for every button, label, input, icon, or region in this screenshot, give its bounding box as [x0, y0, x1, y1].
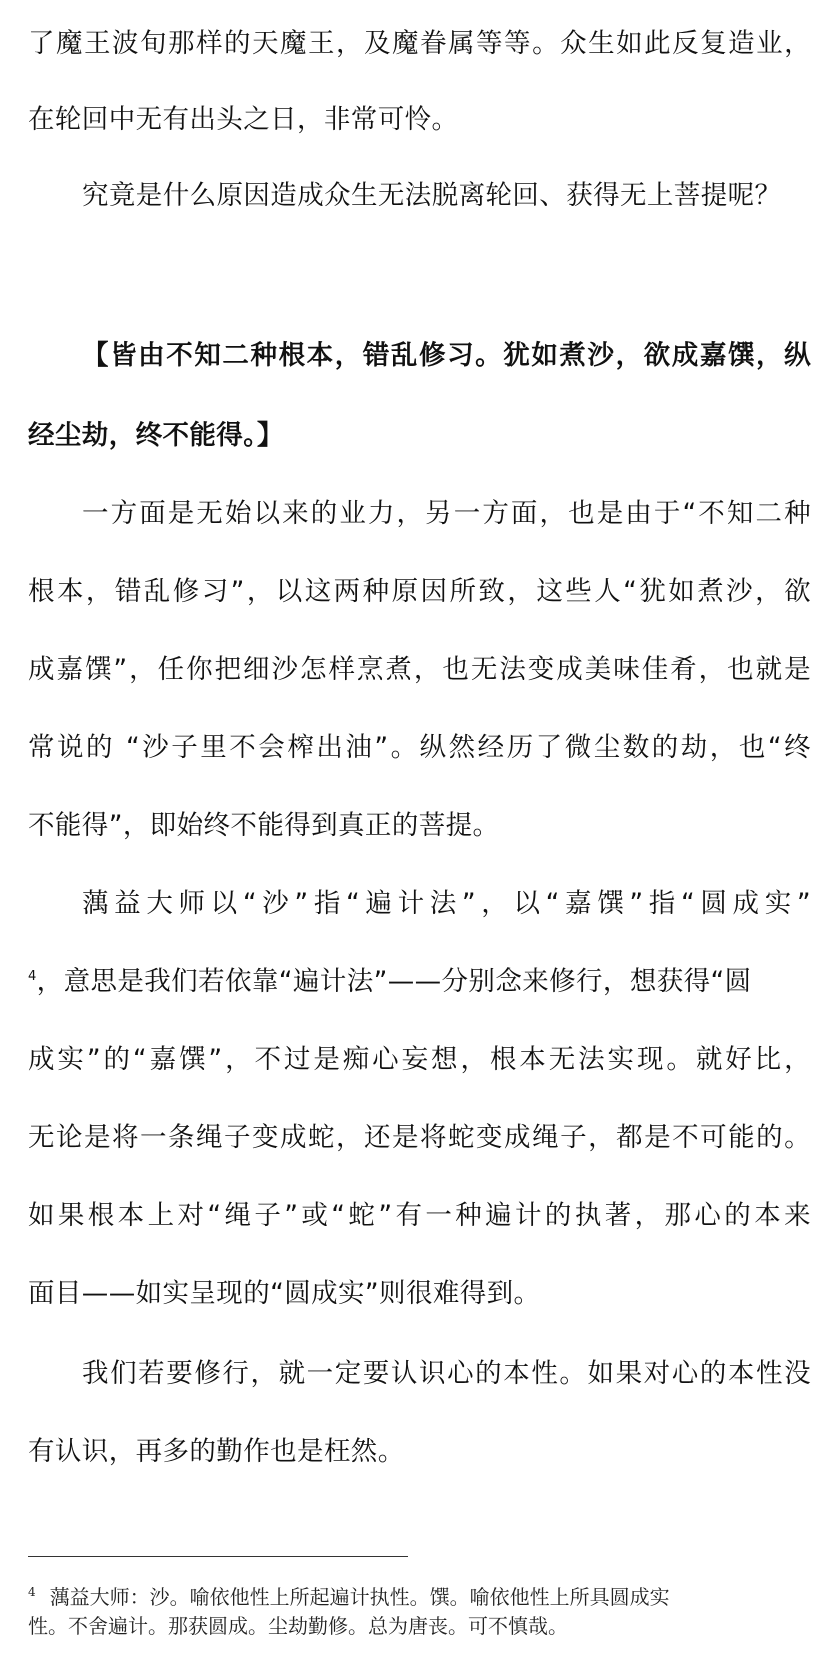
footnote-separator — [28, 1556, 408, 1557]
paragraph-4-line-2 — [28, 964, 811, 1000]
paragraph-3-line-5: 不能得”，即始终不能得到真正的菩提。 — [28, 810, 500, 841]
paragraph-5-line-1: 我们若要修行，就一定要认识心的本性。如果对心的本性没 — [82, 1358, 811, 1389]
footnote-number: 4 — [28, 1585, 36, 1600]
paragraph-3-line-1: 一方面是无始以来的业力，另一方面，也是由于“不知二种 — [82, 498, 811, 529]
footnote-line-1-text: 蕅益大师：沙。喻依他性上所起遍计执性。馔。喻依他性上所具圆成实 — [49, 1585, 670, 1609]
paragraph-1-line-1: 了魔王波旬那样的天魔王，及魔眷属等等。众生如此反复造业， — [28, 28, 811, 59]
paragraph-5-line-2: 有认识，再多的勤作也是枉然。 — [28, 1436, 405, 1467]
paragraph-4-line-6: 面目——如实呈现的“圆成实”则很难得到。 — [28, 1278, 541, 1309]
footnote-reference[interactable]: 4 — [28, 969, 37, 985]
paragraph-4-line-1: 蕅益大师以“沙”指“遍计法”，以“嘉馔”指“圆成实” — [82, 888, 811, 919]
paragraph-1-line-2: 在轮回中无有出头之日，非常可怜。 — [28, 104, 459, 135]
paragraph-4-line-3: 成实”的“嘉馔”，不过是痴心妄想，根本无法实现。就好比， — [28, 1044, 811, 1075]
quote-line-2: 经尘劫，终不能得。】 — [28, 420, 284, 451]
footnote-line-2: 性。不舍遍计。那获圆成。尘劫勤修。总为唐丧。可不慎哉。 — [28, 1614, 568, 1638]
paragraph-3-line-4: 常说的 “沙子里不会榨出油”。纵然经历了微尘数的劫，也“终 — [28, 732, 811, 763]
quote-line-1: 【皆由不知二种根本，错乱修习。犹如煮沙，欲成嘉馔，纵 — [82, 340, 811, 371]
paragraph-4-line-4: 无论是将一条绳子变成蛇，还是将蛇变成绳子，都是不可能的。 — [28, 1122, 811, 1153]
paragraph-3-line-3: 成嘉馔”，任你把细沙怎样烹煮，也无法变成美味佳肴，也就是 — [28, 654, 811, 685]
paragraph-2-line-1: 究竟是什么原因造成众生无法脱离轮回、获得无上菩提呢？ — [82, 180, 782, 211]
footnote-line-1 — [28, 1584, 811, 1610]
paragraph-4-line-5: 如果根本上对“绳子”或“蛇”有一种遍计的执著，那心的本来 — [28, 1200, 811, 1231]
paragraph-3-line-2: 根本，错乱修习”，以这两种原因所致，这些人“犹如煮沙，欲 — [28, 576, 811, 607]
paragraph-4-line-2-text: ，意思是我们若依靠“遍计法”——分别念来修行，想获得“圆 — [36, 966, 752, 997]
